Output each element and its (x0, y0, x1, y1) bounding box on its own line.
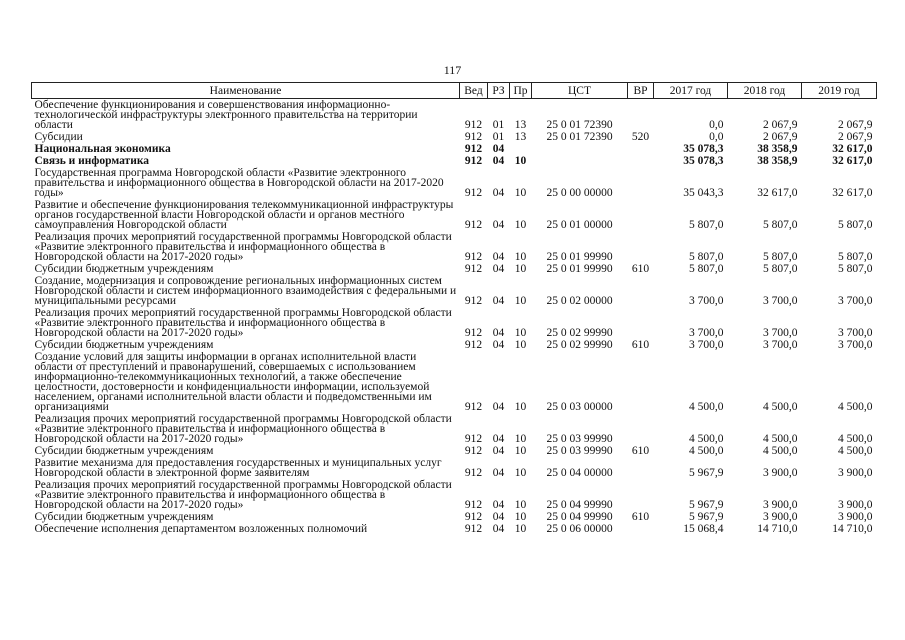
table-row (32, 263, 877, 275)
cell-y2017: 3 700,0 (689, 327, 724, 339)
cell-y2019: 5 807,0 (838, 263, 873, 275)
cell-pr: 10 (514, 467, 527, 479)
cell-y2018: 38 358,9 (757, 155, 798, 167)
cell-y2019: 14 710,0 (832, 523, 873, 535)
cell-rz: 04 (492, 187, 505, 199)
table-row (32, 143, 877, 155)
cell-rz: 04 (492, 155, 505, 167)
cell-cst (532, 143, 628, 155)
cell-rz: 04 (492, 251, 505, 263)
cell-pr: 10 (514, 295, 527, 307)
cell-y2018: 3 700,0 (763, 295, 798, 307)
cell-name: Создание, модернизация и сопровождение региональных информационных систем Новгородской области и систем информационного взаимодействия с федеральными и муниципальными ресурсами (34, 275, 457, 307)
cell-y2017: 5 807,0 (689, 251, 724, 263)
cell-ved: 912 (464, 339, 483, 351)
cell-y2019: 4 500,0 (838, 401, 873, 413)
cell-y2018: 3 900,0 (763, 467, 798, 479)
table-row (32, 445, 877, 457)
cell-ved: 912 (464, 119, 483, 131)
cell-y2018: 3 700,0 (763, 327, 798, 339)
cell-pr (510, 143, 532, 155)
cell-cst: 25 0 01 99990 (546, 263, 613, 275)
cell-name: Субсидии бюджетным учреждениям (34, 339, 214, 351)
cell-ved: 912 (464, 131, 483, 143)
table-row (32, 275, 877, 307)
cell-y2018: 5 807,0 (763, 251, 798, 263)
cell-vr (628, 275, 654, 307)
cell-pr: 10 (514, 511, 527, 523)
cell-pr: 13 (514, 119, 527, 131)
cell-cst: 25 0 04 00000 (546, 467, 613, 479)
cell-rz: 04 (492, 523, 505, 535)
cell-ved: 912 (464, 219, 483, 231)
cell-cst: 25 0 02 99990 (546, 327, 613, 339)
cell-y2017: 4 500,0 (689, 445, 724, 457)
table-row (32, 99, 877, 132)
cell-pr: 10 (514, 327, 527, 339)
cell-vr (628, 99, 654, 132)
table-row (32, 351, 877, 413)
table-row (32, 479, 877, 511)
table-body (32, 99, 877, 536)
cell-rz: 01 (492, 131, 505, 143)
cell-vr (628, 143, 654, 155)
cell-vr (628, 199, 654, 231)
cell-name: Субсидии бюджетным учреждениям (34, 445, 214, 457)
cell-y2017: 3 700,0 (689, 339, 724, 351)
cell-cst: 25 0 04 99990 (546, 511, 613, 523)
header-cst: ЦСТ (532, 83, 628, 99)
cell-cst: 25 0 01 99990 (546, 251, 613, 263)
cell-pr: 10 (514, 187, 527, 199)
budget-table (31, 82, 877, 535)
table-row (32, 167, 877, 199)
cell-vr (628, 523, 654, 535)
cell-pr: 10 (514, 445, 527, 457)
cell-pr: 10 (514, 499, 527, 511)
cell-y2019: 3 900,0 (838, 499, 873, 511)
cell-y2017: 5 807,0 (689, 263, 724, 275)
cell-y2017: 0,0 (709, 131, 724, 143)
cell-y2017: 15 068,4 (683, 523, 724, 535)
cell-name: Реализация прочих мероприятий государственной программы Новгородской области «Развитие электронного правительства и информационного общества в Новгородской области на 2017-2020 годы» (34, 413, 452, 445)
cell-y2019: 2 067,9 (838, 119, 873, 131)
header-2019: 2019 год (802, 83, 877, 99)
table-row (32, 199, 877, 231)
cell-y2019: 4 500,0 (838, 433, 873, 445)
cell-name: Создание условий для защиты информации в органах исполнительной власти области от преступлений и правонарушений, совершаемых с использованием информационно-телекоммуникационных технологий, а также обеспечение целостности, достоверности и конфиденциальности информации, используемой населением, органами исполнительной власти области и подведомственными им организациями (34, 351, 432, 413)
cell-name: Обеспечение функционирования и совершенствования информационно-технологической инфраструктуры электронного правительства на территории области (34, 99, 418, 131)
cell-cst: 25 0 03 99990 (546, 433, 613, 445)
cell-y2018: 3 900,0 (763, 499, 798, 511)
cell-y2019: 32 617,0 (832, 155, 873, 167)
cell-rz: 04 (492, 327, 505, 339)
cell-cst: 25 0 06 00000 (546, 523, 613, 535)
cell-name: Связь и информатика (34, 155, 150, 167)
cell-y2017: 5 807,0 (689, 219, 724, 231)
header-pr: Пр (510, 83, 532, 99)
cell-rz: 04 (492, 499, 505, 511)
header-rz: РЗ (488, 83, 510, 99)
cell-cst: 25 0 02 00000 (546, 295, 613, 307)
table-header-row (32, 83, 877, 99)
cell-name: Государственная программа Новгородской области «Развитие электронного правительства и информационного общества в Новгородской области на 2017-2020 годы» (34, 167, 444, 199)
cell-y2018: 4 500,0 (763, 401, 798, 413)
cell-y2019: 3 700,0 (838, 295, 873, 307)
cell-cst: 25 0 03 00000 (546, 401, 613, 413)
cell-rz: 04 (492, 467, 505, 479)
cell-cst: 25 0 01 00000 (546, 219, 613, 231)
cell-ved: 912 (464, 263, 483, 275)
cell-cst: 25 0 01 72390 (546, 131, 613, 143)
cell-y2019: 2 067,9 (838, 131, 873, 143)
cell-cst (532, 155, 628, 167)
cell-vr: 610 (631, 445, 650, 457)
cell-vr (628, 457, 654, 479)
table-row (32, 307, 877, 339)
table-row (32, 457, 877, 479)
cell-y2018: 32 617,0 (757, 187, 798, 199)
cell-vr: 520 (631, 131, 650, 143)
cell-y2019: 3 900,0 (838, 511, 873, 523)
cell-vr: 610 (631, 263, 650, 275)
cell-ved: 912 (464, 467, 483, 479)
cell-pr: 10 (514, 433, 527, 445)
cell-vr (628, 167, 654, 199)
cell-pr: 10 (514, 523, 527, 535)
cell-ved: 912 (464, 295, 483, 307)
header-2017: 2017 год (654, 83, 728, 99)
header-ved: Вед (460, 83, 488, 99)
cell-y2019: 32 617,0 (832, 143, 873, 155)
cell-y2017: 5 967,9 (689, 499, 724, 511)
cell-y2018: 4 500,0 (763, 445, 798, 457)
cell-pr: 10 (514, 219, 527, 231)
cell-y2018: 4 500,0 (763, 433, 798, 445)
cell-vr (628, 413, 654, 445)
cell-ved: 912 (464, 251, 483, 263)
cell-cst: 25 0 00 00000 (546, 187, 613, 199)
cell-y2019: 32 617,0 (832, 187, 873, 199)
cell-ved: 912 (464, 187, 483, 199)
cell-y2017: 4 500,0 (689, 401, 724, 413)
cell-y2017: 4 500,0 (689, 433, 724, 445)
cell-rz: 04 (492, 263, 505, 275)
cell-rz: 04 (492, 339, 505, 351)
cell-ved: 912 (464, 523, 483, 535)
cell-pr: 10 (514, 401, 527, 413)
cell-name: Обеспечение исполнения департаментом возложенных полномочий (34, 523, 368, 535)
cell-y2019: 5 807,0 (838, 251, 873, 263)
cell-y2018: 2 067,9 (763, 131, 798, 143)
cell-rz: 04 (492, 143, 505, 155)
cell-ved: 912 (464, 327, 483, 339)
table-row (32, 511, 877, 523)
cell-name: Субсидии бюджетным учреждениям (34, 263, 214, 275)
cell-y2019: 3 700,0 (838, 339, 873, 351)
table-row (32, 155, 877, 167)
cell-ved: 912 (464, 445, 483, 457)
cell-vr (628, 307, 654, 339)
cell-cst: 25 0 03 99990 (546, 445, 613, 457)
cell-y2018: 14 710,0 (757, 523, 798, 535)
cell-y2018: 3 900,0 (763, 511, 798, 523)
table-row (32, 231, 877, 263)
cell-vr: 610 (631, 511, 650, 523)
cell-ved: 912 (464, 155, 483, 167)
cell-pr: 10 (514, 263, 527, 275)
cell-vr: 610 (631, 339, 650, 351)
cell-vr (628, 155, 654, 167)
cell-y2017: 35 078,3 (683, 155, 724, 167)
cell-pr: 10 (514, 155, 527, 167)
cell-pr: 13 (514, 131, 527, 143)
cell-name: Развитие механизма для предоставления государственных и муниципальных услуг Новгородской области в электронной форме заявителям (34, 457, 442, 479)
cell-name: Субсидии бюджетным учреждениям (34, 511, 214, 523)
page-number: 117 (443, 63, 462, 77)
cell-name: Развитие и обеспечение функционирования телекоммуникационной инфраструктуры органов государственной власти Новгородской области и органов местного самоуправления Новгородской области (34, 199, 454, 231)
cell-name: Реализация прочих мероприятий государственной программы Новгородской области «Развитие электронного правительства и информационного общества в Новгородской области на 2017-2020 годы» (34, 479, 452, 511)
cell-y2018: 38 358,9 (757, 143, 798, 155)
cell-ved: 912 (464, 511, 483, 523)
table-row (32, 339, 877, 351)
cell-y2018: 2 067,9 (763, 119, 798, 131)
cell-cst: 25 0 01 72390 (546, 119, 613, 131)
cell-name: Реализация прочих мероприятий государственной программы Новгородской области «Развитие электронного правительства и информационного общества в Новгородской области на 2017-2020 годы» (34, 231, 452, 263)
cell-y2017: 35 078,3 (683, 143, 724, 155)
cell-vr (628, 479, 654, 511)
cell-ved: 912 (464, 433, 483, 445)
cell-rz: 04 (492, 219, 505, 231)
cell-name: Национальная экономика (34, 143, 171, 155)
cell-rz: 04 (492, 445, 505, 457)
cell-y2019: 3 700,0 (838, 327, 873, 339)
cell-rz: 04 (492, 433, 505, 445)
cell-y2017: 0,0 (709, 119, 724, 131)
cell-rz: 01 (492, 119, 505, 131)
cell-y2017: 35 043,3 (683, 187, 724, 199)
header-name: Наименование (32, 83, 460, 99)
cell-y2019: 4 500,0 (838, 445, 873, 457)
cell-y2017: 5 967,9 (689, 511, 724, 523)
cell-ved: 912 (464, 499, 483, 511)
cell-cst: 25 0 02 99990 (546, 339, 613, 351)
header-vr: ВР (628, 83, 654, 99)
cell-pr: 10 (514, 339, 527, 351)
cell-name: Субсидии (34, 131, 83, 143)
cell-y2017: 3 700,0 (689, 295, 724, 307)
cell-pr: 10 (514, 251, 527, 263)
cell-cst: 25 0 04 99990 (546, 499, 613, 511)
cell-y2019: 5 807,0 (838, 219, 873, 231)
cell-y2018: 5 807,0 (763, 263, 798, 275)
header-2018: 2018 год (728, 83, 802, 99)
cell-y2017: 5 967,9 (689, 467, 724, 479)
cell-rz: 04 (492, 295, 505, 307)
cell-rz: 04 (492, 401, 505, 413)
cell-y2018: 3 700,0 (763, 339, 798, 351)
cell-y2019: 3 900,0 (838, 467, 873, 479)
table-row (32, 413, 877, 445)
cell-name: Реализация прочих мероприятий государственной программы Новгородской области «Развитие электронного правительства и информационного общества в Новгородской области на 2017-2020 годы» (34, 307, 452, 339)
cell-ved: 912 (464, 143, 483, 155)
cell-vr (628, 231, 654, 263)
table-row (32, 523, 877, 535)
cell-y2018: 5 807,0 (763, 219, 798, 231)
cell-ved: 912 (464, 401, 483, 413)
cell-rz: 04 (492, 511, 505, 523)
cell-vr (628, 351, 654, 413)
table-row (32, 131, 877, 143)
